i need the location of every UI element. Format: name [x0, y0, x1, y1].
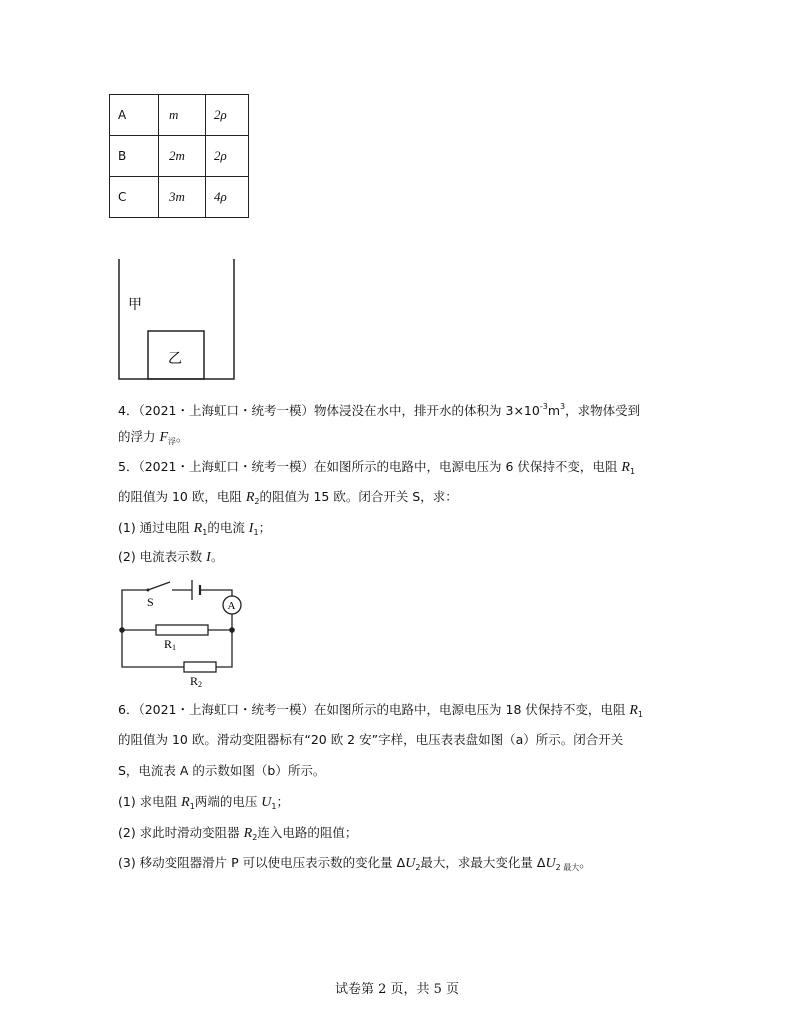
q5-variable: R [245, 490, 255, 505]
q5-text: (1) 通过电阻 [118, 520, 194, 535]
q5-text: 5．（2021・上海虹口・统考一模）在如图所示的电路中，电源电压为 6 伏保持不变，电阻 [118, 459, 622, 474]
q6-variable: R [629, 703, 638, 718]
q4-text: 的浮力 [118, 429, 160, 444]
q4-subscript: 浮 [168, 437, 177, 446]
switch-label: S [147, 595, 154, 609]
wire [122, 590, 148, 630]
q6-text: 两端的电压 [194, 794, 262, 809]
q5-variable: I [248, 521, 254, 536]
q6-text-end: 。 [579, 855, 592, 870]
q6-line3: S，电流表 A 的示数如图（b）所示。 [118, 763, 326, 778]
q6-variable: R [181, 795, 190, 810]
wire [200, 590, 232, 596]
q5-variable: R [621, 460, 630, 475]
table-cell: A [110, 95, 159, 136]
label-jia: 甲 [128, 298, 142, 313]
r2-label: R2 [190, 674, 203, 689]
table-cell: C [110, 177, 159, 218]
q6-subscript: 2 [252, 833, 258, 842]
q6-text: (3) 移动变阻器滑片 P 可以使电压表示数的变化量 Δ [118, 855, 406, 870]
q5-line1 [118, 458, 678, 481]
q4-line2 [118, 428, 678, 451]
q6-sub1 [118, 793, 678, 816]
q5-text: (2) 电流表示数 [118, 549, 207, 564]
r1-label: R1 [164, 637, 177, 652]
q6-text-end: ； [276, 794, 290, 809]
table-cell: 4ρ [206, 177, 249, 218]
table-cell: 2ρ [206, 95, 249, 136]
q6-subscript: 1 [189, 802, 195, 811]
q4-text-end: 。 [176, 429, 189, 444]
q4-unit-exponent: 3 [560, 402, 566, 411]
ammeter-label: A [227, 600, 236, 612]
q6-line1 [118, 701, 678, 724]
q5-subscript: 1 [202, 528, 208, 537]
q5-variable: R [193, 521, 203, 536]
q4-unit: m [547, 403, 560, 418]
q6-variable: U [405, 856, 416, 871]
q4-line1 [118, 398, 678, 420]
q5-sub1 [118, 519, 678, 542]
q6-line2: 的阻值为 10 欧。滑动变阻器标有“20 欧 2 安”字样，电压表表盘如图（a）所示。闭合开关 [118, 732, 624, 747]
resistor-r2 [184, 662, 216, 672]
q6-text: (2) 求此时滑动变阻器 [118, 825, 244, 840]
q6-sub2 [118, 824, 678, 847]
table-cell: 2ρ [206, 136, 249, 177]
q6-text: 6．（2021・上海虹口・统考一模）在如图所示的电路中，电源电压为 18 伏保持不变，电阻 [118, 702, 630, 717]
label-yi: 乙 [168, 352, 182, 367]
q5-sub2 [118, 548, 678, 567]
q5-variable: I [206, 550, 211, 565]
q4-exponent: -3 [539, 402, 548, 411]
q4-variable: F [159, 430, 169, 445]
q5-line2 [118, 488, 678, 511]
circuit-diagram [112, 574, 252, 690]
q6-subscript: 2 最大 [555, 863, 580, 872]
q6-text: (1) 求电阻 [118, 794, 182, 809]
table-cell: 3m [159, 177, 206, 218]
q6-sub3 [118, 854, 678, 877]
q6-variable: U [261, 795, 272, 810]
table-row [110, 177, 249, 218]
table-cell: B [110, 136, 159, 177]
q6-text: 最大，求最大变化量 Δ [420, 855, 546, 870]
resistor-r1 [156, 625, 208, 635]
wire [216, 630, 232, 667]
q6-variable: R [243, 826, 253, 841]
q6-subscript: 2 [415, 863, 421, 872]
q6-subscript: 1 [271, 802, 277, 811]
container-figure [110, 255, 240, 383]
page-footer: 试卷第 2 页，共 5 页 [334, 982, 460, 997]
q5-subscript: 1 [253, 528, 259, 537]
table-cell: 2m [159, 136, 206, 177]
q6-text-end: 连入电路的阻值； [257, 825, 358, 840]
table-row [110, 136, 249, 177]
properties-table [109, 94, 249, 218]
q5-subscript: 1 [629, 467, 636, 476]
q5-text-end: 的阻值为 15 欧。闭合开关 S，求： [259, 489, 458, 504]
table-row [110, 95, 249, 136]
switch-blade [148, 582, 170, 590]
q5-text-end: 。 [210, 549, 224, 564]
q6-variable: U [545, 856, 556, 871]
q6-subscript: 1 [637, 710, 643, 719]
q5-text: 的阻值为 10 欧，电阻 [118, 489, 246, 504]
switch-contact [147, 589, 150, 592]
q5-text-end: ； [258, 520, 272, 535]
q5-text: 的电流 [207, 520, 249, 535]
q5-subscript: 2 [254, 497, 260, 506]
q4-text: 4．（2021・上海虹口・统考一模）物体浸没在水中，排开水的体积为 3×10 [118, 403, 540, 418]
q4-text-end: ，求物体受到 [565, 403, 641, 418]
table-cell: m [159, 95, 206, 136]
